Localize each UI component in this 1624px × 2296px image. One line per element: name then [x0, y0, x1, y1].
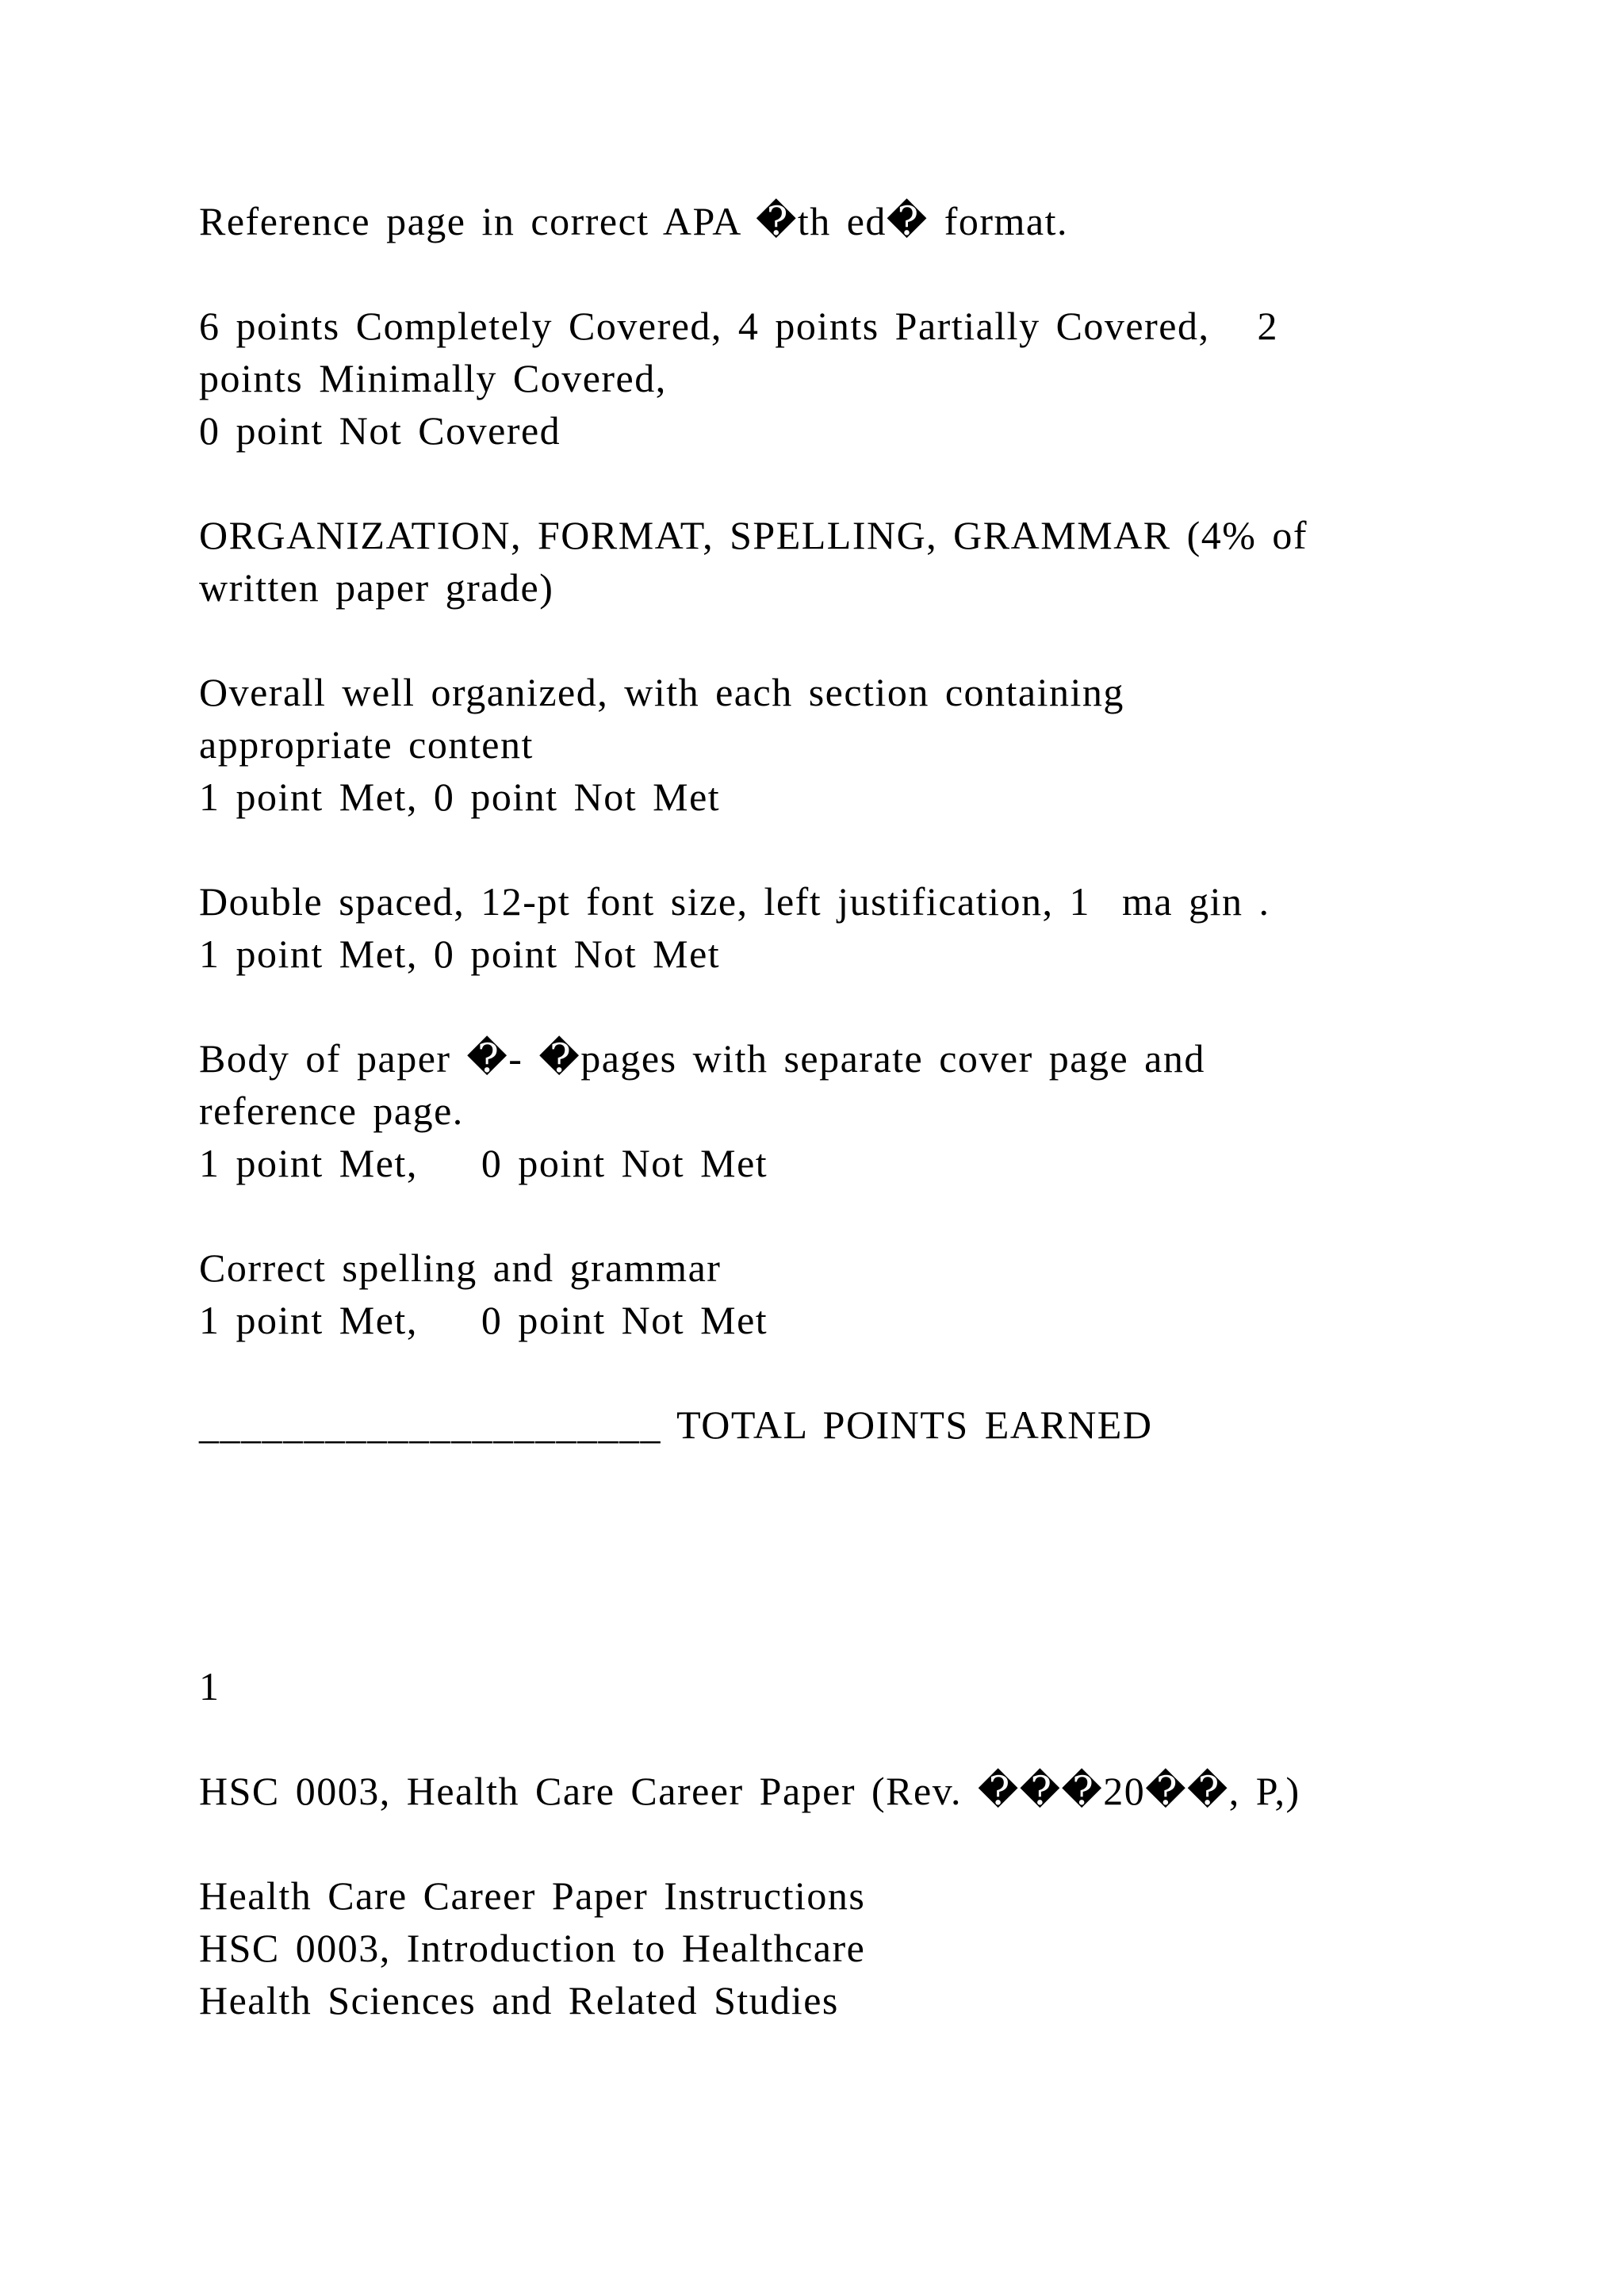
reference-line: Reference page in correct APA �th ed� format. [199, 199, 1068, 243]
page-footer [199, 1660, 1547, 1817]
organization-heading [199, 509, 1547, 614]
reference-criterion [199, 195, 1547, 247]
course-name: HSC 0003, Introduction to Healthcare [199, 1926, 866, 1970]
rubric-item-text: Body of paper �- �pages with separate cover page and [199, 1036, 1205, 1081]
organization-heading-line-2: written paper grade) [199, 565, 554, 610]
reference-points-line-1: 6 points Completely Covered, 4 points Partially Covered, 2 [199, 304, 1278, 348]
reference-points-line-3: 0 point Not Covered [199, 408, 561, 453]
rubric-item-text: appropriate content [199, 722, 534, 767]
rubric-item-points: 1 point Met, 0 point Not Met [199, 775, 721, 819]
page-number: 1 [199, 1664, 220, 1709]
rubric-item-text: reference page. [199, 1089, 464, 1133]
rubric-item-text: Correct spelling and grammar [199, 1246, 722, 1290]
rubric-item-points: 1 point Met, 0 point Not Met [199, 1298, 768, 1342]
department-name: Health Sciences and Related Studies [199, 1978, 839, 2022]
organization-heading-line-1: ORGANIZATION, FORMAT, SPELLING, GRAMMAR (4% of [199, 513, 1308, 557]
rubric-item-text: Overall well organized, with each section containing [199, 670, 1124, 714]
total-points [199, 1399, 1547, 1451]
document-body [199, 195, 1547, 2026]
document-title: Health Care Career Paper Instructions [199, 1873, 866, 1918]
reference-points-line-2: points Minimally Covered, [199, 356, 667, 400]
rubric-item-length [199, 1032, 1547, 1189]
total-points-line: ______________________ TOTAL POINTS EARNED [199, 1402, 1153, 1447]
rubric-item-points: 1 point Met, 0 point Not Met [199, 932, 721, 976]
rubric-item-format [199, 875, 1547, 980]
rubric-item-organization [199, 666, 1547, 823]
next-page-header [199, 1869, 1547, 2026]
rubric-item-text: Double spaced, 12-pt font size, left justification, 1 ma gin . [199, 879, 1270, 924]
rubric-item-points: 1 point Met, 0 point Not Met [199, 1141, 768, 1185]
course-revision-line: HSC 0003, Health Care Career Paper (Rev. ���20��, P,) [199, 1769, 1300, 1813]
rubric-item-spelling [199, 1242, 1547, 1346]
reference-scoring [199, 300, 1547, 457]
